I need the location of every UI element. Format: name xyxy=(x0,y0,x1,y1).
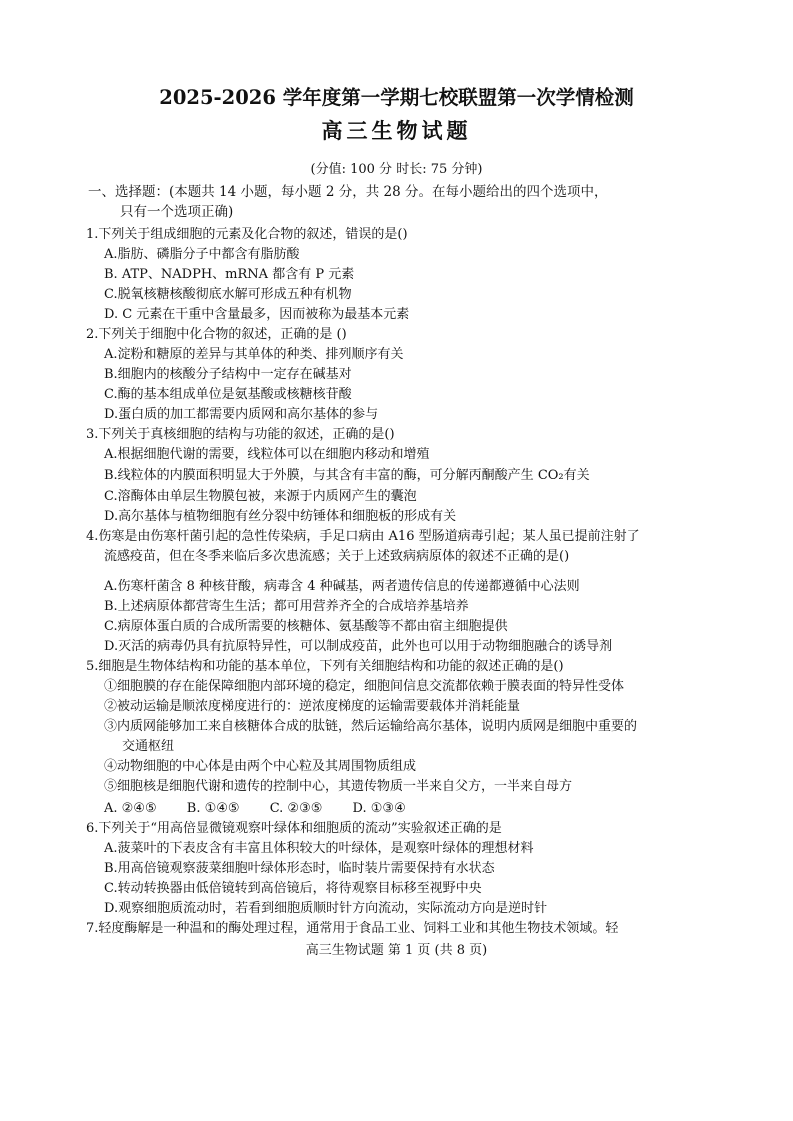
question-2-stem: 2.下列关于细胞中化合物的叙述，正确的是 () xyxy=(86,327,347,342)
question-5-choice-d: D. ①③④ xyxy=(352,801,406,816)
exam-meta: (分值: 100 分 时长: 75 分钟) xyxy=(310,162,483,177)
question-5-item-4: ④动物细胞的中心体是由两个中心粒及其周围物质组成 xyxy=(104,759,417,774)
question-5-choice-c: C. ②③⑤ xyxy=(269,801,323,816)
section-heading xyxy=(88,182,708,222)
question-5-item-3-continuation: 交通枢纽 xyxy=(122,739,175,754)
question-3-option-b: B.线粒体的内膜面积明显大于外膜，与其含有丰富的酶，可分解丙酮酸产生 CO₂有关 xyxy=(104,468,590,483)
question-1-option-a: A.脂肪、磷脂分子中都含有脂肪酸 xyxy=(104,247,300,262)
question-3-stem: 3.下列关于真核细胞的结构与功能的叙述，正确的是() xyxy=(86,427,395,442)
question-3-option-c: C.溶酶体由单层生物膜包被，来源于内质网产生的囊泡 xyxy=(104,489,417,504)
question-3-option-a: A.根据细胞代谢的需要，线粒体可以在细胞内移动和增殖 xyxy=(104,447,430,462)
question-5-choices xyxy=(104,799,718,819)
question-6-option-a: A.菠菜叶的下表皮含有丰富且体积较大的叶绿体，是观察叶绿体的理想材料 xyxy=(104,841,534,856)
question-1-option-b: B. ATP、NADPH、mRNA 都含有 P 元素 xyxy=(104,267,355,282)
question-5-item-5: ⑤细胞核是细胞代谢和遗传的控制中心，其遗传物质一半来自父方，一半来自母方 xyxy=(104,779,573,794)
question-5-choice-b: B. ①④⑤ xyxy=(186,801,240,816)
question-6-option-c: C.转动转换器由低倍镜转到高倍镜后，将待观察目标移至视野中央 xyxy=(104,881,482,896)
question-4-option-b: B.上述病原体都营寄生生活；都可用营养齐全的合成培养基培养 xyxy=(104,599,469,614)
question-2-option-a: A.淀粉和糖原的差异与其单体的种类、排列顺序有关 xyxy=(104,347,404,362)
question-2-option-b: B.细胞内的核酸分子结构中一定存在碱基对 xyxy=(104,367,352,382)
question-4-stem-line-2: 流感疫苗，但在冬季来临后多次患流感；关于上述致病病原体的叙述不正确的是() xyxy=(104,549,570,564)
question-4-option-c: C.病原体蛋白质的合成所需要的核糖体、氨基酸等不都由宿主细胞提供 xyxy=(104,619,508,634)
question-4-option-a: A.伤寒杆菌含 8 种核苷酸，病毒含 4 种碱基，两者遗传信息的传递都遵循中心法则 xyxy=(104,579,580,594)
question-2-option-c: C.酶的基本组成单位是氨基酸或核糖核苷酸 xyxy=(104,387,352,402)
question-4-option-d: D.灭活的病毒仍具有抗原特异性，可以制成疫苗，此外也可以用于动物细胞融合的诱导剂 xyxy=(104,639,613,654)
question-1-option-d: D. C 元素在干重中含量最多，因而被称为最基本元素 xyxy=(104,307,410,322)
question-2-option-d: D.蛋白质的加工都需要内质网和高尔基体的参与 xyxy=(104,407,379,422)
question-1-option-c: C.脱氧核糖核酸彻底水解可形成五种有机物 xyxy=(104,287,352,302)
question-1-stem: 1.下列关于组成细胞的元素及化合物的叙述，错误的是() xyxy=(86,227,408,242)
question-7-stem: 7.轻度酶解是一种温和的酶处理过程，通常用于食品工业、饲料工业和其他生物技术领域。轻 xyxy=(86,921,619,936)
question-5-item-3-cont xyxy=(104,737,718,757)
question-5-item-3: ③内质网能够加工来自核糖体合成的肽链，然后运输给高尔基体，说明内质网是细胞中重要的 xyxy=(104,719,638,734)
section-line-1: 一、选择题：(本题共 14 小题，每小题 2 分，共 28 分。在每小题给出的四个选项中， xyxy=(88,184,608,200)
question-6-stem: 6.下列关于“用高倍显微镜观察叶绿体和细胞质的流动”实验叙述正确的是 xyxy=(86,821,502,836)
exam-subtitle: 高三生物试题 xyxy=(321,118,472,143)
question-5-item-2: ②被动运输是顺浓度梯度进行的：逆浓度梯度的运输需要载体并消耗能量 xyxy=(104,699,521,714)
question-5-stem: 5.细胞是生物体结构和功能的基本单位，下列有关细胞结构和功能的叙述正确的是() xyxy=(86,659,564,674)
exam-title: 2025-2026 学年度第一学期七校联盟第一次学情检测 xyxy=(159,86,634,109)
section-line-2: 只有一个选项正确) xyxy=(120,204,234,220)
question-5-item-1: ①细胞膜的存在能保障细胞内部环境的稳定，细胞间信息交流都依赖于膜表面的特异性受体 xyxy=(104,679,625,694)
question-4-stem-line-1: 4.伤寒是由伤寒杆菌引起的急性传染病，手足口病由 A16 型肠道病毒引起；某人虽已提前注射了 xyxy=(86,529,640,544)
question-6-option-b: B.用高倍镜观察菠菜细胞叶绿体形态时，临时装片需要保持有水状态 xyxy=(104,861,495,876)
page-footer: 高三生物试题 第 1 页 (共 8 页) xyxy=(305,943,488,958)
question-6-option-d: D.观察细胞质流动时，若看到细胞质顺时针方向流动，实际流动方向是逆时针 xyxy=(104,901,548,916)
question-3-option-d: D.高尔基体与植物细胞有丝分裂中纺锤体和细胞板的形成有关 xyxy=(104,509,457,524)
question-5-choice-a: A. ②④⑤ xyxy=(104,801,157,816)
